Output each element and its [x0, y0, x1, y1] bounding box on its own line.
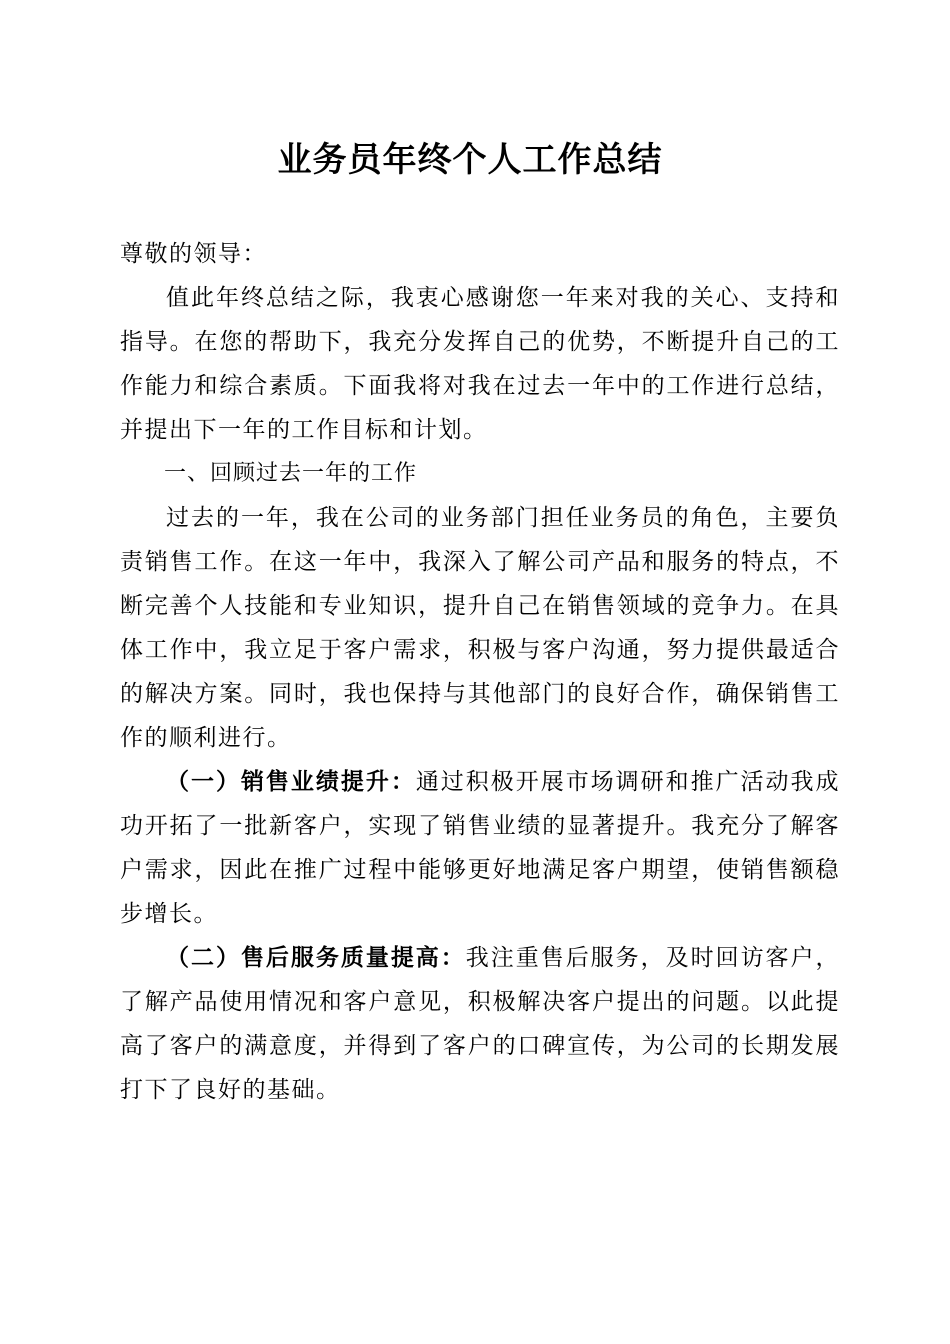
- salutation: 尊敬的领导：: [120, 241, 267, 267]
- item-after-sales-service: [120, 936, 840, 1112]
- item-label: （二）售后服务质量提高：: [166, 944, 466, 971]
- document-body: [120, 232, 840, 1112]
- section-paragraph: 过去的一年，我在公司的业务部门担任业务员的角色，主要负责销售工作。在这一年中，我深入了解公司产品和服务的特点，不断完善个人技能和专业知识，提升自己在销售领域的竞争力。在具体工作中，我立足于客户需求，积极与客户沟通，努力提供最适合的解决方案。同时，我也保持与其他部门的良好合作，确保销售工作的顺利进行。: [120, 505, 840, 751]
- section-heading: 一、回顾过去一年的工作: [164, 461, 418, 486]
- item-text: 通过积极开展市场调研和推广活动我成功开拓了一批新客户，实现了销售业绩的显著提升。我充分了解客户需求，因此在推广过程中能够更好地满足客户期望，使销售额稳步增长。: [120, 769, 841, 927]
- document-title: 业务员年终个人工作总结: [277, 140, 663, 180]
- item-sales-performance: [120, 760, 840, 936]
- item-text: 我注重售后服务，及时回访客户，了解产品使用情况和客户意见，积极解决客户提出的问题。以此提高了客户的满意度，并得到了客户的口碑宣传，为公司的长期发展打下了良好的基础。: [120, 945, 841, 1103]
- item-label: （一）销售业绩提升：: [166, 768, 416, 795]
- intro-paragraph: 值此年终总结之际，我衷心感谢您一年来对我的关心、支持和指导。在您的帮助下，我充分发挥自己的优势，不断提升自己的工作能力和综合素质。下面我将对我在过去一年中的工作进行总结，并提出下一年的工作目标和计划。: [120, 285, 840, 443]
